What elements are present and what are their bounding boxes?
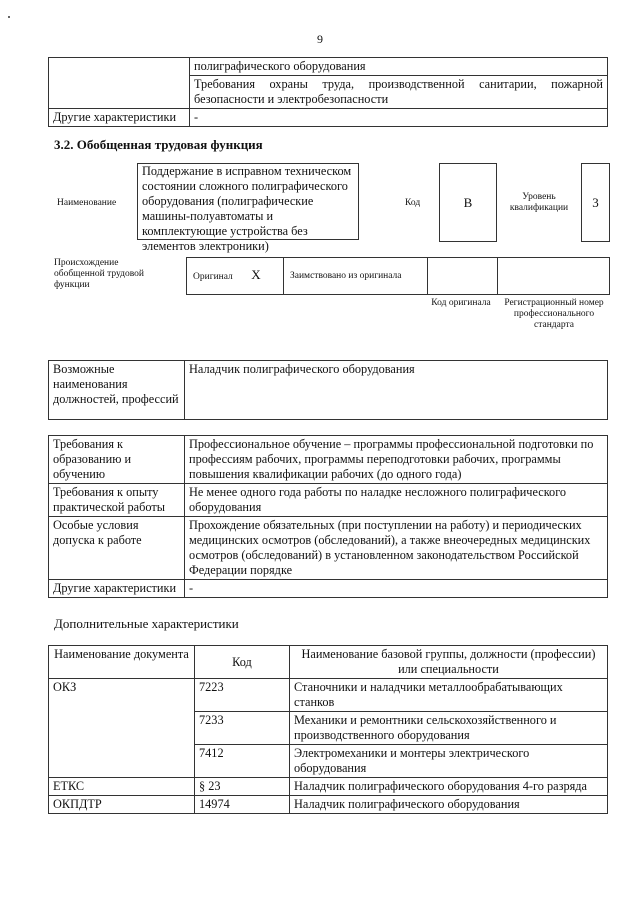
function-name-box: Поддержание в исправном техническом состоянии сложного полиграфического оборудования (полиграфические машины-полуавтоматы и комплектующие устройства без элементов электроники) bbox=[137, 163, 359, 240]
table-cell: Требования охраны труда, производственной санитарии, пожарной безопасности и электробезопасности bbox=[190, 76, 608, 109]
row-label: Особые условия допуска к работе bbox=[49, 517, 185, 580]
table-row bbox=[49, 580, 608, 598]
table-cell: - bbox=[190, 109, 608, 127]
name-cell: Электромеханики и монтеры электрического оборудования bbox=[290, 745, 608, 778]
additional-table bbox=[48, 645, 608, 814]
row-label: Возможные наименования должностей, профессий bbox=[49, 361, 185, 420]
page-number: 9 bbox=[317, 32, 323, 46]
table-row bbox=[49, 436, 608, 484]
original-code-caption: Код оригинала bbox=[431, 298, 491, 308]
original-code-cell bbox=[428, 258, 498, 295]
original-label: Оригинал bbox=[193, 272, 233, 282]
table-row bbox=[49, 796, 608, 814]
level-label: Уровень квалификации bbox=[509, 192, 569, 213]
level-box: 3 bbox=[581, 163, 610, 242]
row-label: Требования к опыту практической работы bbox=[49, 484, 185, 517]
code-box: B bbox=[439, 163, 497, 242]
code-cell: § 23 bbox=[195, 778, 290, 796]
table-cell: полиграфического оборудования bbox=[190, 58, 608, 76]
name-cell: Наладчик полиграфического оборудования bbox=[290, 796, 608, 814]
name-cell: Наладчик полиграфического оборудования 4-го разряда bbox=[290, 778, 608, 796]
name-label: Наименование bbox=[57, 198, 117, 208]
original-mark: X bbox=[251, 267, 261, 282]
row-label: Другие характеристики bbox=[49, 109, 190, 127]
column-header: Наименование базовой группы, должности (профессии) или специальности bbox=[290, 646, 608, 679]
table-row bbox=[49, 679, 608, 712]
table-cell: Наладчик полиграфического оборудования bbox=[185, 361, 608, 420]
name-cell: Механики и ремонтники сельскохозяйственного и производственного оборудования bbox=[290, 712, 608, 745]
doc-cell: ОКЗ bbox=[49, 679, 195, 778]
doc-cell: ОКПДТР bbox=[49, 796, 195, 814]
origin-label: Происхождение обобщенной трудовой функции bbox=[54, 258, 144, 290]
table-header-row bbox=[49, 646, 608, 679]
row-label: Другие характеристики bbox=[49, 580, 185, 598]
table-row bbox=[49, 109, 608, 127]
reg-number-cell bbox=[498, 258, 610, 295]
borrowed-label: Заимствовано из оригинала bbox=[284, 258, 428, 295]
column-header: Код bbox=[195, 646, 290, 679]
table-row bbox=[49, 361, 608, 420]
section-heading: 3.2. Обобщенная трудовая функция bbox=[54, 137, 263, 152]
table-row bbox=[49, 484, 608, 517]
code-cell: 7223 bbox=[195, 679, 290, 712]
table-cell: Не менее одного года работы по наладке несложного полиграфического оборудования bbox=[185, 484, 608, 517]
table-cell: Профессиональное обучение – программы профессиональной подготовки по профессиям рабочих, программы переподготовки рабочих, программы повышения квалификации рабочих (до одного года) bbox=[185, 436, 608, 484]
row-label: Требования к образованию и обучению bbox=[49, 436, 185, 484]
table-row bbox=[49, 778, 608, 796]
table-row bbox=[49, 58, 608, 76]
code-cell: 7412 bbox=[195, 745, 290, 778]
continuation-table bbox=[48, 57, 608, 127]
additional-heading: Дополнительные характеристики bbox=[54, 616, 239, 631]
requirements-table bbox=[48, 435, 608, 598]
table-cell: - bbox=[185, 580, 608, 598]
name-cell: Станочники и наладчики металлообрабатывающих станков bbox=[290, 679, 608, 712]
table-row bbox=[187, 258, 610, 295]
positions-table bbox=[48, 360, 608, 420]
reg-number-caption: Регистрационный номер профессионального стандарта bbox=[504, 298, 604, 330]
code-label: Код bbox=[405, 198, 421, 208]
code-cell: 7233 bbox=[195, 712, 290, 745]
empty-label-cell bbox=[49, 58, 190, 109]
table-cell: Прохождение обязательных (при поступлении на работу) и периодических медицинских осмотров (обследований), а также внеочередных медицинских осмотров (обследований) в установленном законодательством Российской Федерации порядке bbox=[185, 517, 608, 580]
code-cell: 14974 bbox=[195, 796, 290, 814]
original-cell bbox=[187, 258, 284, 295]
table-row bbox=[49, 517, 608, 580]
doc-cell: ЕТКС bbox=[49, 778, 195, 796]
scan-speck bbox=[8, 16, 10, 18]
column-header: Наименование документа bbox=[49, 646, 195, 679]
origin-table bbox=[186, 257, 610, 295]
